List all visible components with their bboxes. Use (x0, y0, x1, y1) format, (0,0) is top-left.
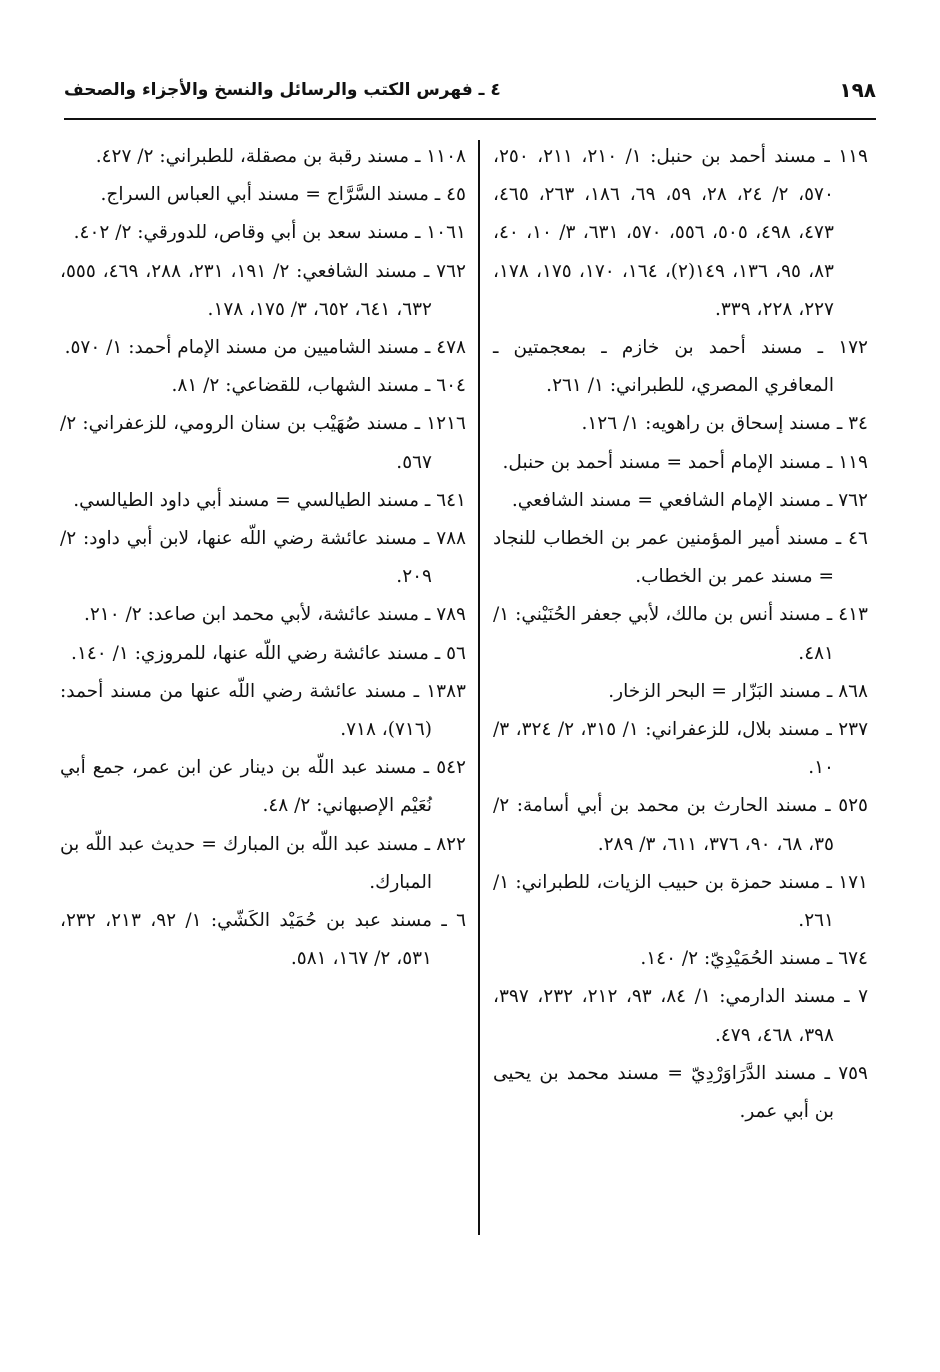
index-entry: ١٣٨٣ ـ مسند عائشة رضي اللّه عنها من مسند أحمد: (٧١٦)، ٧١٨. (60, 680, 466, 741)
index-entry: ٣٤ ـ مسند إسحاق بن راهويه: ١/ ١٢٦. (581, 413, 868, 435)
index-entry: ٥٢٥ ـ مسند الحارث بن محمد بن أبي أسامة: ٢/ ٣٥، ٦٨، ٩٠، ٣٧٦، ٦١١، ٣/ ٢٨٩. (493, 795, 868, 855)
index-entry: ٧٨٩ ـ مسند عائشة، لأبي محمد ابن صاعد: ٢/ ٢١٠. (83, 604, 466, 626)
index-entry: ٤٥ ـ مسند السَّرَّاج = مسند أبي العباس السراج. (100, 184, 466, 206)
index-entry: ٥٤٢ ـ مسند عبد اللّه بن دينار عن ابن عمر، جمع أبي نُعَيْم الإصبهاني: ٢/ ٤٨. (60, 757, 466, 817)
page-header (64, 78, 876, 106)
index-entry: ٧٨٨ ـ مسند عائشة رضي اللّه عنها، لابن أبي داود: ٢/ ٢٠٩. (60, 528, 466, 588)
index-entry: ٦ ـ مسند عبد بن حُمَيْد الكَشّي: ١/ ٩٢، ٢١٣، ٢٣٢، ٥٣١، ٢/ ١٦٧، ٥٨١. (60, 910, 466, 970)
index-entry: ٥٦ ـ مسند عائشة رضي اللّه عنها، للمروزي: ١/ ١٤٠. (71, 642, 466, 664)
header-rule (64, 118, 876, 120)
running-title: ٤ ـ فهرس الكتب والرسائل والنسخ والأجزاء والصحف (64, 80, 501, 100)
index-entry: ٢٣٧ ـ مسند بلال، للزعفراني: ١/ ٣١٥، ٢/ ٣٢٤، ٣/ ١٠. (493, 719, 869, 779)
index-entry: ٧٥٩ ـ مسند الدَّرَاوَرْدِيّ = مسند محمد بن يحيى بن أبي عمر. (493, 1062, 868, 1123)
page-number: ١٩٨ (839, 78, 876, 102)
index-entry: ٤١٣ ـ مسند أنس بن مالك، لأبي جعفر الحُنَيْني: ١/ ٤٨١. (493, 604, 868, 664)
index-entry: ١٧١ ـ مسند حمزة بن حبيب الزيات، للطبراني: ١/ ٢٦١. (493, 871, 868, 932)
index-entry: ٨٦٨ ـ مسند البَزّار = البحر الزخار. (608, 680, 868, 702)
index-entry: ٦٤١ ـ مسند الطيالسي = مسند أبي داود الطيالسي. (73, 489, 466, 511)
index-entry: ١٠٦١ ـ مسند سعد بن أبي وقاص، للدورقي: ٢/ ٤٠٢. (73, 222, 466, 244)
column-divider (478, 140, 480, 1235)
index-entry: ٤٧٨ ـ مسند الشاميين من مسند الإمام أحمد: ١/ ٥٧٠. (64, 337, 466, 359)
index-entry: ٦٠٤ ـ مسند الشهاب، للقضاعي: ٢/ ٨١. (171, 375, 466, 397)
index-entry: ٧٦٢ ـ مسند الإمام الشافعي = مسند الشافعي. (511, 489, 868, 511)
index-column-left (60, 138, 466, 978)
index-entry: ١١٠٨ ـ مسند رقبة بن مصقلة، للطبراني: ٢/ ٤٢٧. (95, 146, 466, 167)
index-entry: ٤٦ ـ مسند أمير المؤمنين عمر بن الخطاب للنجاد = مسند عمر بن الخطاب. (493, 528, 868, 588)
index-entry: ١١٩ ـ مسند الإمام أحمد = مسند أحمد بن حنبل. (502, 451, 868, 473)
index-entry: ١١٩ ـ مسند أحمد بن حنبل: ١/ ٢١٠، ٢١١، ٢٥٠، ٥٧٠، ٢/ ٢٤، ٢٨، ٥٩، ٦٩، ١٨٦، ٢٦٣، ٤٦٥، ٤٧٣، ٤٩٨، ٥٠٥، ٥٥٦، ٥٧٠، ٦٣١، ٣/ ١٠، ٤٠، ٨٣، ٩٥، ١٣٦، ١٤٩(٢)، ١٦٤، ١٧٠، ١٧٥، ١٧٨، ٢٢٧، ٢٢٨، ٣٣٩. (493, 146, 868, 320)
index-entry: ٧٦٢ ـ مسند الشافعي: ٢/ ١٩١، ٢٣١، ٢٨٨، ٤٦٩، ٥٥٥، ٦٣٢، ٦٤١، ٦٥٢، ٣/ ١٧٥، ١٧٨. (60, 260, 466, 320)
index-entry: ٧ ـ مسند الدارمي: ١/ ٨٤، ٩٣، ٢١٢، ٢٣٢، ٣٩٧، ٣٩٨، ٤٦٨، ٤٧٩. (493, 986, 868, 1046)
index-entry: ١٧٢ ـ مسند أحمد بن خازم ـ بمعجمتين ـ المعافري المصري، للطبراني: ١/ ٢٦١. (493, 337, 868, 397)
index-entry: ٨٢٢ ـ مسند عبد اللّه بن المبارك = حديث عبد اللّه بن المبارك. (60, 833, 466, 893)
index-column-right (493, 138, 868, 1131)
index-entry: ١٢١٦ ـ مسند صُهَيْب بن سنان الرومي، للزعفراني: ٢/ ٥٦٧. (60, 413, 466, 473)
index-entry: ٦٧٤ ـ مسند الحُمَيْدِيّ: ٢/ ١٤٠. (640, 948, 868, 970)
